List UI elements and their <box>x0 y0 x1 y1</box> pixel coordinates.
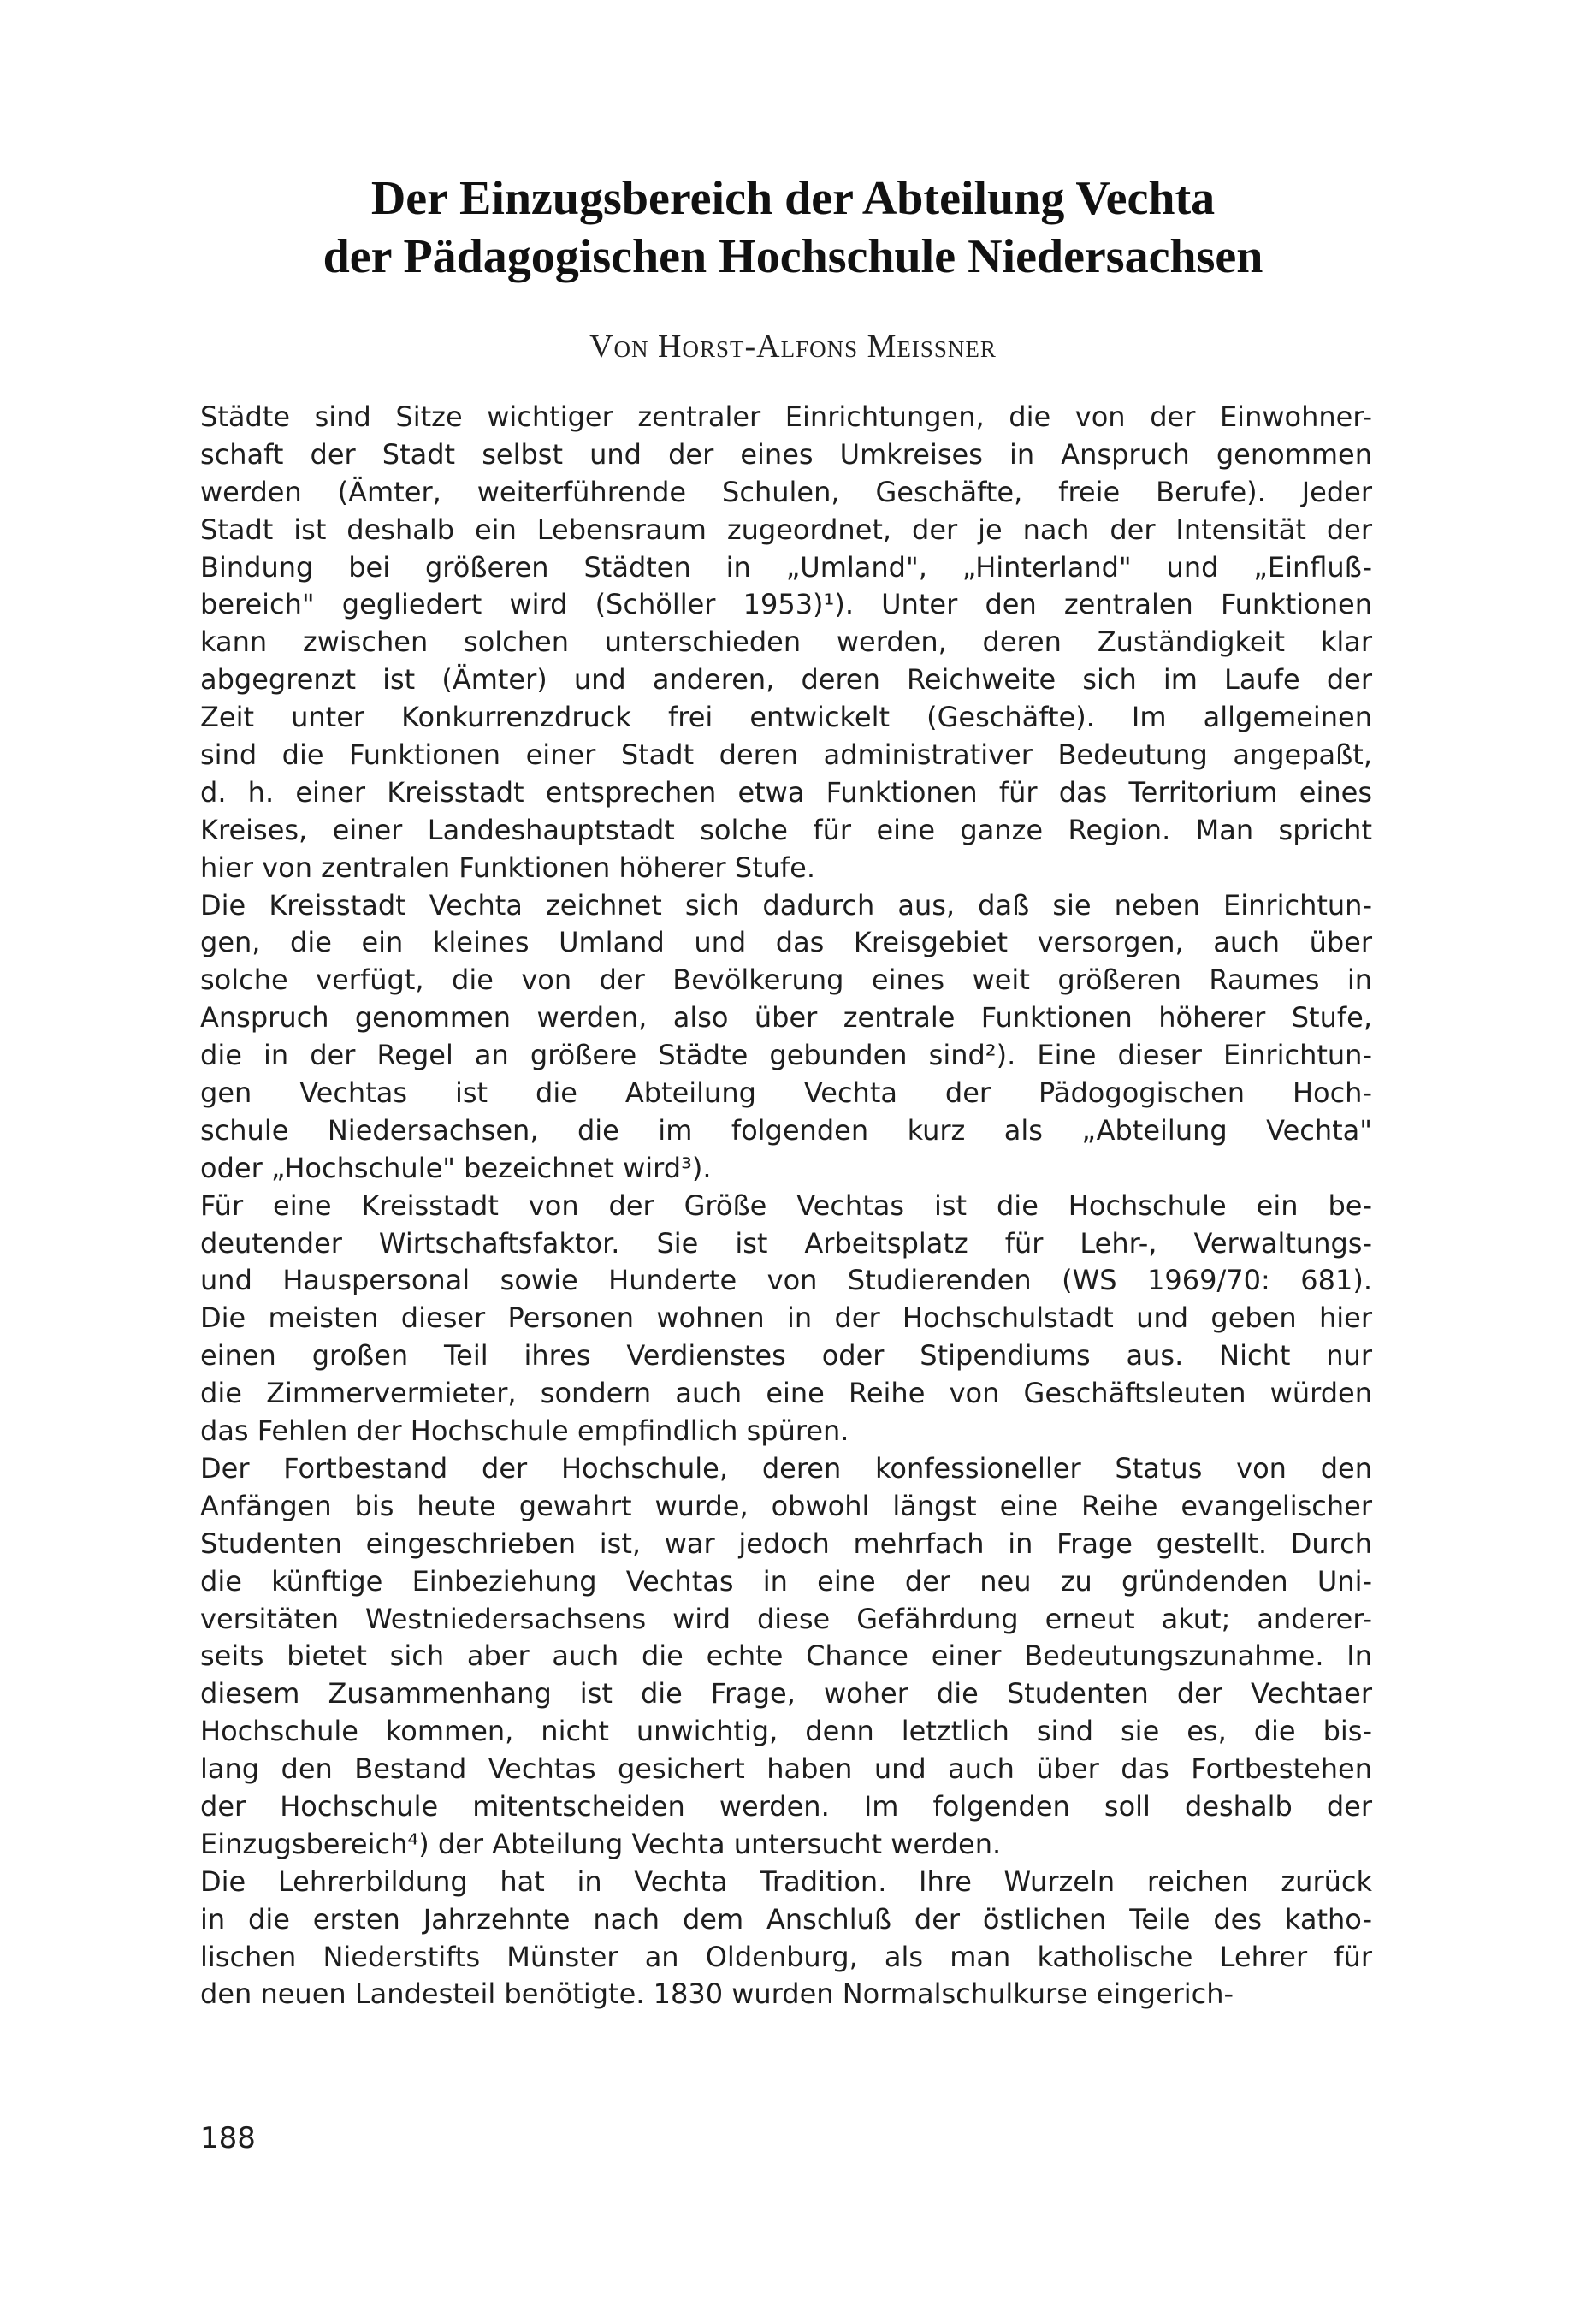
text-line: Anspruch genommen werden, also über zentrale Funktionen höherer Stufe, <box>200 1001 1372 1035</box>
text-line: Die Kreisstadt Vechta zeichnet sich dadurch aus, daß sie neben Einrichtun- <box>200 888 1372 922</box>
text-line: Hochschule kommen, nicht unwichtig, denn letztlich sind sie es, die bis- <box>200 1715 1372 1748</box>
text-line: den neuen Landesteil benötigte. 1830 wurden Normalschulkurse eingerich- <box>200 1977 1234 2011</box>
article-body <box>200 399 1372 2013</box>
text-line: versitäten Westniedersachsens wird diese Gefährdung erneut akut; anderer- <box>200 1602 1372 1635</box>
text-line: gen, die ein kleines Umland und das Kreisgebiet versorgen, auch über <box>200 926 1372 959</box>
text-line: die Zimmervermieter, sondern auch eine Reihe von Geschäftsleuten würden <box>200 1377 1372 1410</box>
text-line: die künftige Einbeziehung Vechtas in eine der neu zu gründenden Uni- <box>200 1564 1372 1598</box>
title-line-2: der Pädagogischen Hochschule Niedersachsen <box>323 230 1263 283</box>
text-line: werden (Ämter, weiterführende Schulen, Geschäfte, freie Berufe). Jeder <box>200 475 1372 508</box>
text-line: Zeit unter Konkurrenzdruck frei entwickelt (Geschäfte). Im allgemeinen <box>200 701 1372 734</box>
text-line: Studenten eingeschrieben ist, war jedoch mehrfach in Frage gestellt. Durch <box>200 1527 1372 1560</box>
text-line: Städte sind Sitze wichtiger zentraler Einrichtungen, die von der Einwohner- <box>200 400 1372 433</box>
text-line: das Fehlen der Hochschule empfindlich spüren. <box>200 1414 849 1448</box>
title-line-1: Der Einzugsbereich der Abteilung Vechta <box>370 172 1216 225</box>
text-line: sind die Funktionen einer Stadt deren administrativer Bedeutung angepaßt, <box>200 738 1372 772</box>
text-line: in die ersten Jahrzehnte nach dem Anschluß der östlichen Teile des katho- <box>200 1902 1372 1936</box>
text-line: Die meisten dieser Personen wohnen in der Hochschulstadt und geben hier <box>200 1301 1372 1335</box>
text-line: Bindung bei größeren Städten in „Umland", „Hinterland" und „Einfluß- <box>200 550 1372 584</box>
text-line: oder „Hochschule" bezeichnet wird³). <box>200 1151 712 1184</box>
text-line: d. h. einer Kreisstadt entsprechen etwa Funktionen für das Territorium eines <box>200 775 1372 809</box>
text-line: die in der Regel an größere Städte gebunden sind²). Eine dieser Einrichtun- <box>200 1039 1372 1072</box>
text-line: schaft der Stadt selbst und der eines Umkreises in Anspruch genommen <box>200 437 1372 471</box>
text-line: Die Lehrerbildung hat in Vechta Tradition. Ihre Wurzeln reichen zurück <box>200 1865 1372 1898</box>
text-line: solche verfügt, die von der Bevölkerung eines weit größeren Raumes in <box>200 963 1372 997</box>
author-byline: Von Horst-Alfons Meissner <box>589 329 997 365</box>
page-number: 188 <box>200 2121 256 2155</box>
text-line: bereich" gegliedert wird (Schöller 1953)¹). Unter den zentralen Funktionen <box>200 588 1372 621</box>
text-line: einen großen Teil ihres Verdienstes oder Stipendiums aus. Nicht nur <box>200 1339 1372 1372</box>
text-line: gen Vechtas ist die Abteilung Vechta der Pädogogischen Hoch- <box>200 1076 1372 1110</box>
text-line: hier von zentralen Funktionen höherer Stufe. <box>200 851 816 884</box>
text-line: Stadt ist deshalb ein Lebensraum zugeordnet, der je nach der Intensität der <box>200 513 1372 546</box>
text-line: Einzugsbereich⁴) der Abteilung Vechta untersucht werden. <box>200 1827 1002 1860</box>
text-line: schule Niedersachsen, die im folgenden kurz als „Abteilung Vechta" <box>200 1113 1372 1147</box>
text-line: seits bietet sich aber auch die echte Chance einer Bedeutungszunahme. In <box>200 1639 1372 1673</box>
text-line: der Hochschule mitentscheiden werden. Im folgenden soll deshalb der <box>200 1789 1372 1823</box>
text-line: lischen Niederstifts Münster an Oldenburg, als man katholische Lehrer für <box>200 1940 1372 1973</box>
text-line: Kreises, einer Landeshauptstadt solche für eine ganze Region. Man spricht <box>200 813 1372 846</box>
text-line: diesem Zusammenhang ist die Frage, woher die Studenten der Vechtaer <box>200 1677 1372 1710</box>
text-line: Anfängen bis heute gewahrt wurde, obwohl längst eine Reihe evangelischer <box>200 1489 1372 1522</box>
text-line: abgegrenzt ist (Ämter) und anderen, deren Reichweite sich im Laufe der <box>200 663 1372 697</box>
text-line: Der Fortbestand der Hochschule, deren konfessioneller Status von den <box>200 1451 1372 1485</box>
text-line: und Hauspersonal sowie Hunderte von Studierenden (WS 1969/70: 681). <box>200 1264 1372 1297</box>
text-line: lang den Bestand Vechtas gesichert haben und auch über das Fortbestehen <box>200 1752 1372 1786</box>
text-line: Für eine Kreisstadt von der Größe Vechtas ist die Hochschule ein be- <box>200 1189 1372 1222</box>
text-line: kann zwischen solchen unterschieden werden, deren Zuständigkeit klar <box>200 625 1372 659</box>
article-title <box>154 169 1432 286</box>
text-line: deutender Wirtschaftsfaktor. Sie ist Arbeitsplatz für Lehr-, Verwaltungs- <box>200 1226 1372 1260</box>
